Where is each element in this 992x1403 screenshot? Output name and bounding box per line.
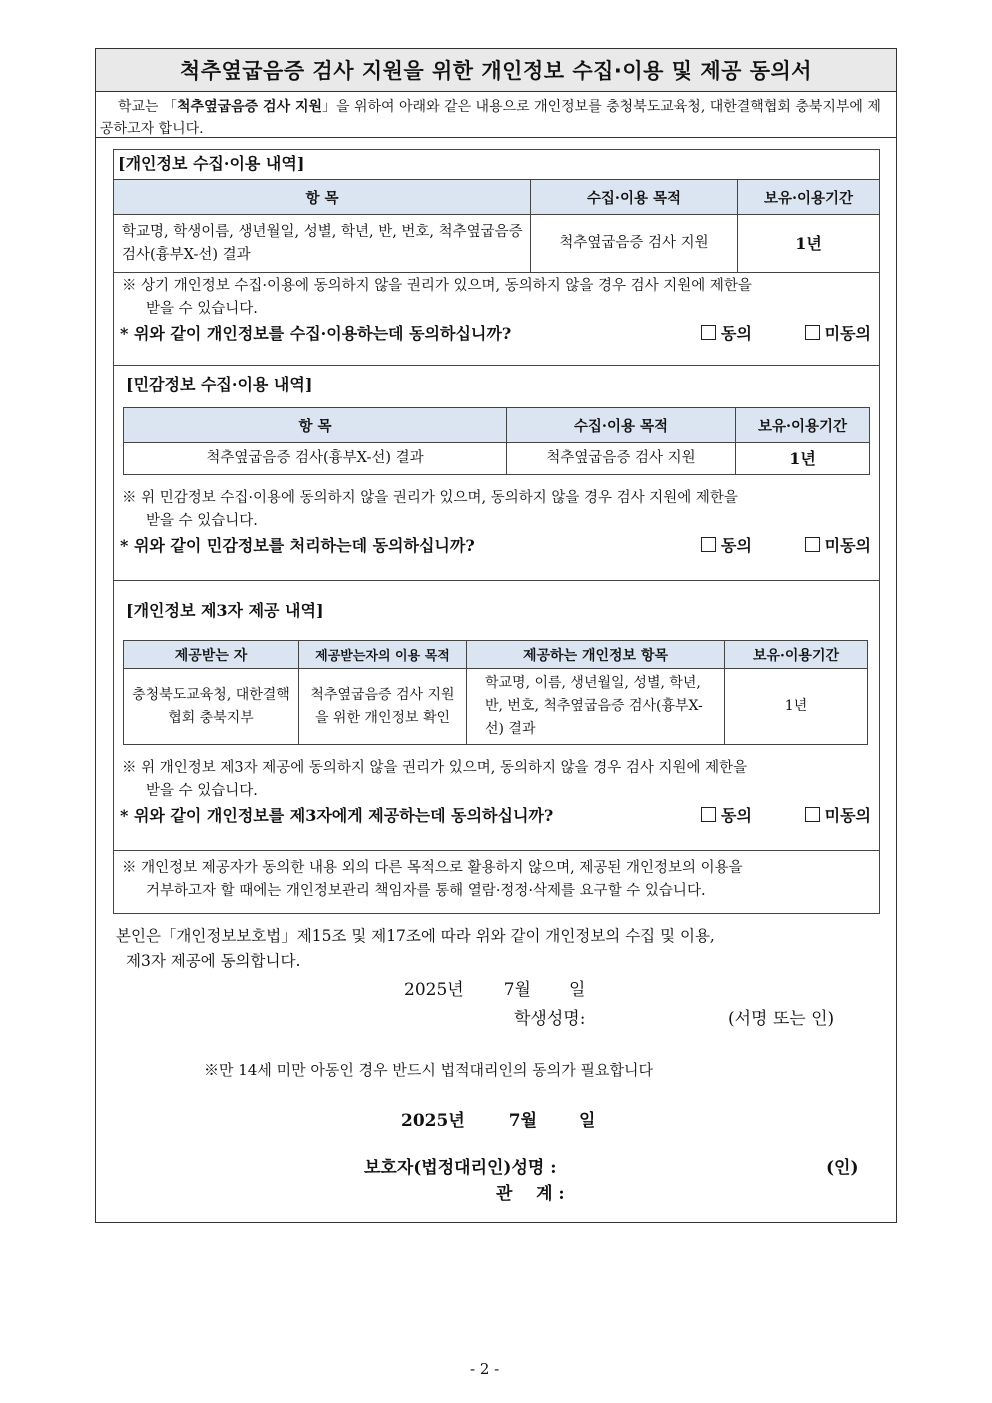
disagree-checkbox[interactable]: 미동의 <box>805 321 871 349</box>
student-sign-label: 학생성명: <box>514 1009 586 1029</box>
disagree-checkbox[interactable]: 미동의 <box>805 803 871 831</box>
consent-statement: 본인은「개인정보보호법」제15조 및 제17조에 따라 위와 같이 개인정보의 수집 및 이용, 제3자 제공에 동의합니다. <box>116 927 715 970</box>
section-sensitive <box>114 366 879 581</box>
date-line: 2025년 7월 일 <box>404 980 586 1000</box>
page-title: 척추옆굽음증 검사 지원을 위한 개인정보 수집·이용 및 제공 동의서 <box>96 49 896 92</box>
collection-table <box>113 179 880 273</box>
agree-checkbox[interactable]: 동의 <box>701 321 752 349</box>
table-cell: 척추옆굽음증 검사 지원을 위한 개인정보 확인 <box>299 669 467 745</box>
table-cell: 1년 <box>738 215 880 273</box>
table-header: 제공받는자의 이용 목적 <box>299 641 467 669</box>
sensitive-table <box>123 407 870 475</box>
table-cell: 척추옆굽음증 검사 지원 <box>531 215 738 273</box>
consent-sections <box>113 149 880 914</box>
rights-note: ※ 위 개인정보 제3자 제공에 동의하지 않을 권리가 있으며, 동의하지 않을 경우 검사 지원에 제한을 받을 수 있습니다. <box>122 760 748 799</box>
intro-text: 학교는 「척추옆굽음증 검사 지원」을 위하여 아래와 같은 내용으로 개인정보를 충청북도교육청, 대한결핵협회 충북지부에 제공하고자 합니다. <box>96 92 896 138</box>
table-cell: 충청북도교육청, 대한결핵협회 충북지부 <box>124 669 299 745</box>
section-heading: [개인정보 수집·이용 내역] <box>118 154 305 173</box>
consent-question: * 위와 같이 개인정보를 제3자에게 제공하는데 동의하십니까? 동의 미동의 <box>114 803 879 831</box>
table-cell: 학교명, 이름, 생년월일, 성별, 학년, 반, 번호, 척추옆굽음증 검사(흉부X-선) 결과 <box>467 669 725 745</box>
page-number: - 2 - <box>470 1360 500 1378</box>
final-note: ※ 개인정보 제공자가 동의한 내용 외의 다른 목적으로 활용하지 않으며, 제공된 개인정보의 이용을 거부하고자 할 때에는 개인정보관리 책임자를 통해 열람·정정·삭제를 요구할 수 있습니다. <box>122 860 743 899</box>
guardian-seal: (인) <box>826 1158 859 1178</box>
section-heading: [민감정보 수집·이용 내역] <box>126 375 313 394</box>
minor-note: ※만 14세 미만 아동인 경우 반드시 법적대리인의 동의가 필요합니다 <box>204 1061 653 1079</box>
table-cell: 척추옆굽음증 검사(흉부X-선) 결과 <box>124 443 507 475</box>
table-header: 수집·이용 목적 <box>531 180 738 215</box>
rights-note: ※ 상기 개인정보 수집·이용에 동의하지 않을 권리가 있으며, 동의하지 않을 경우 검사 지원에 제한을 받을 수 있습니다. <box>122 278 752 317</box>
table-header: 보유·이용기간 <box>738 180 880 215</box>
agree-checkbox[interactable]: 동의 <box>701 533 752 561</box>
consent-form <box>95 48 897 1223</box>
table-header: 보유·이용기간 <box>736 408 870 443</box>
table-header: 수집·이용 목적 <box>507 408 736 443</box>
agree-checkbox[interactable]: 동의 <box>701 803 752 831</box>
rights-note: ※ 위 민감정보 수집·이용에 동의하지 않을 권리가 있으며, 동의하지 않을 경우 검사 지원에 제한을 받을 수 있습니다. <box>122 490 738 529</box>
section-heading: [개인정보 제3자 제공 내역] <box>126 601 324 620</box>
table-cell: 척추옆굽음증 검사 지원 <box>507 443 736 475</box>
table-cell: 1년 <box>725 669 868 745</box>
date-line: 2025년 7월 일 <box>401 1111 596 1131</box>
consent-question: * 위와 같이 민감정보를 처리하는데 동의하십니까? 동의 미동의 <box>114 533 879 561</box>
consent-question: * 위와 같이 개인정보를 수집·이용하는데 동의하십니까? 동의 미동의 <box>114 321 879 349</box>
table-header: 제공하는 개인정보 항목 <box>467 641 725 669</box>
section-third-party <box>114 581 879 851</box>
section-collection <box>114 150 879 366</box>
disagree-checkbox[interactable]: 미동의 <box>805 533 871 561</box>
guardian-name-label: 보호자(법정대리인)성명 : <box>364 1158 557 1178</box>
relation-label: 관 계 : <box>496 1184 565 1204</box>
table-header: 항 목 <box>124 408 507 443</box>
table-header: 보유·이용기간 <box>725 641 868 669</box>
signature-hint: (서명 또는 인) <box>728 1009 835 1029</box>
third-party-table <box>123 640 868 745</box>
table-cell: 1년 <box>736 443 870 475</box>
table-cell: 학교명, 학생이름, 생년월일, 성별, 학년, 반, 번호, 척추옆굽음증 검사(흉부X-선) 결과 <box>114 215 531 273</box>
table-header: 제공받는 자 <box>124 641 299 669</box>
table-header: 항 목 <box>114 180 531 215</box>
